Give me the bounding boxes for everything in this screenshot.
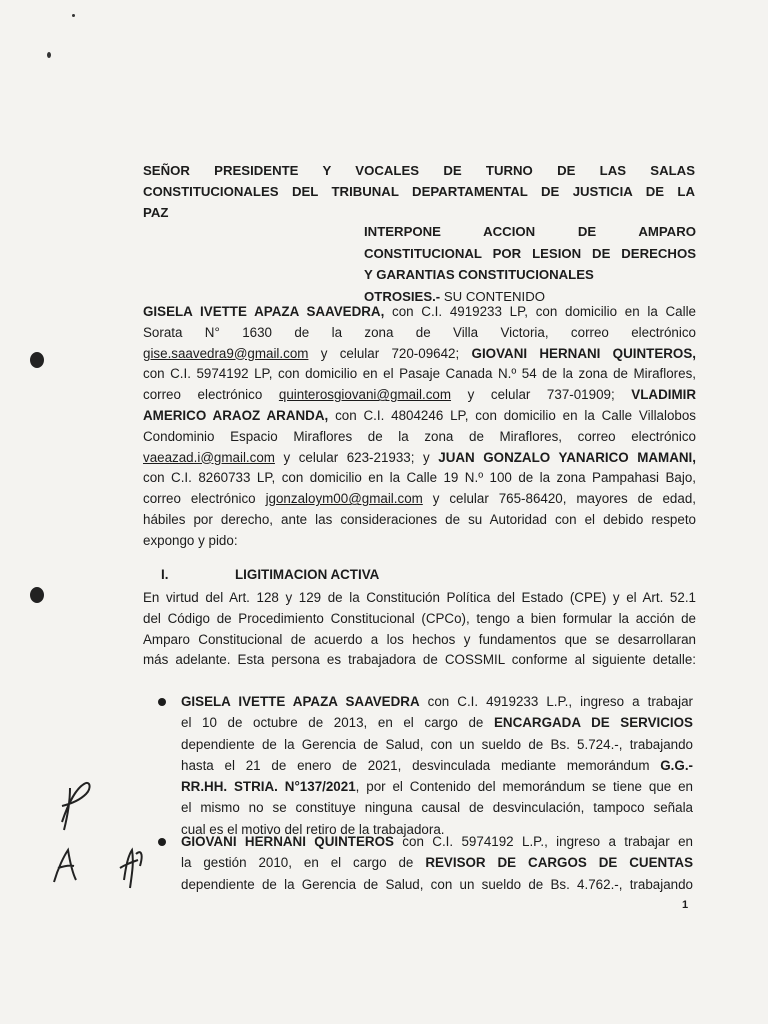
text-line: el mismo no se constituye ninguna causal de desvinculación, tampoco señala [181, 800, 693, 816]
summary-otrosies: OTROSIES.- [364, 288, 441, 304]
text-line [181, 831, 693, 852]
party-text: y celular 623-21933; y [274, 449, 439, 465]
worker-position: ENCARGADA DE SERVICIOS [493, 715, 693, 731]
scan-speck [72, 14, 75, 17]
list-item [181, 691, 693, 840]
memo-number: RR.HH. STRIA. N°137/2021 [181, 779, 356, 795]
email-link[interactable]: vaeazad.i@gmail.com [143, 449, 275, 465]
heading-line: CONSTITUCIONALES DEL TRIBUNAL DEPARTAMENTAL DE JUSTICIA DE LA [143, 184, 695, 199]
section-title: LIGITIMACION ACTIVA [235, 567, 380, 582]
parties-paragraph [143, 302, 696, 552]
text-line: dependiente de la Gerencia de Salud, con un sueldo de Bs. 4.762.-, trabajando [181, 876, 693, 892]
party-text: con C.I. 4919233 LP, con domicilio en la Calle [384, 304, 696, 319]
section-paragraph [143, 588, 696, 671]
party-text: y celular 720-09642; [308, 345, 472, 361]
text-line [181, 755, 693, 776]
worker-name: GIOVANI HERNANI QUINTEROS [181, 834, 394, 849]
text-line: hábiles por derecho, ante las consideraciones de su Autoridad con el debido respeto [143, 511, 696, 527]
email-link[interactable]: gise.saavedra9@gmail.com [143, 345, 309, 361]
worker-name: GISELA IVETTE APAZA SAAVEDRA [181, 694, 420, 709]
section-number: I. [161, 567, 169, 582]
summary-line: INTERPONE ACCION DE AMPARO [364, 224, 696, 239]
heading-line: SEÑOR PRESIDENTE Y VOCALES DE TURNO DE LAS SALAS [143, 163, 695, 178]
worker-text: el 10 de octubre de 2013, en el cargo de [181, 715, 494, 731]
text-line [143, 489, 696, 510]
summary-line: Y GARANTIAS CONSTITUCIONALES [364, 267, 594, 282]
text-line: Sorata N° 1630 de la zona de Villa Victoria, correo electrónico [143, 324, 696, 340]
party-text: correo electrónico [143, 491, 266, 507]
scan-speck [47, 52, 51, 58]
text-line [181, 691, 693, 712]
text-line [143, 385, 696, 406]
party-name: GIOVANI HERNANI QUINTEROS, [471, 345, 697, 361]
handwritten-initials-icon [40, 770, 180, 920]
memo-number: G.G.- [660, 757, 693, 773]
punch-hole-mark [30, 587, 44, 603]
text-line [143, 448, 696, 469]
summary-block [364, 221, 696, 307]
worker-text: hasta el 21 de enero de 2021, desvinculada mediante memorándum [181, 757, 661, 773]
party-name: VLADIMIR [631, 387, 696, 403]
text-line: En virtud del Art. 128 y 129 de la Constitución Política del Estado (CPE) y el Art. 52.1 [143, 590, 696, 605]
text-line [181, 776, 693, 797]
text-line: del Código de Procedimiento Constitucional (CPCo), tengo a bien formular la acción de [143, 610, 696, 626]
party-text: y celular 765-86420, mayores de edad, [422, 491, 696, 507]
worker-text: la gestión 2010, en el cargo de [181, 855, 426, 871]
email-link[interactable]: jgonzaloym00@gmail.com [265, 491, 423, 507]
party-name: JUAN GONZALO YANARICO MAMANI, [438, 449, 696, 465]
party-text: y celular 737-01909; [451, 387, 632, 403]
summary-contenido: SU CONTENIDO [440, 288, 545, 304]
text-line [181, 852, 693, 873]
page-number: 1 [682, 899, 689, 911]
party-text: correo electrónico [143, 387, 279, 403]
text-line: expongo y pido: [143, 532, 238, 548]
text-line: Amparo Constitucional de acuerdo a los hechos y fundamentos que se desarrollaran [143, 631, 696, 647]
heading-line: PAZ [143, 205, 169, 220]
punch-hole-mark [30, 352, 44, 368]
text-line: con C.I. 8260733 LP, con domicilio en la Calle 19 N.º 100 de la zona Pampahasi Bajo, [143, 470, 696, 486]
summary-line: CONSTITUCIONAL POR LESION DE DERECHOS [364, 245, 696, 261]
text-line: con C.I. 5974192 LP, con domicilio en el Pasaje Canada N.º 54 de la zona de Miraflores, [143, 366, 696, 382]
worker-text: con C.I. 5974192 L.P., ingreso a trabajar en [393, 834, 693, 849]
worker-text: , por el Contenido del memorándum se tiene que en [355, 779, 693, 795]
text-line [143, 344, 696, 365]
worker-position: REVISOR DE CARGOS DE CUENTAS [425, 855, 693, 871]
text-line: Condominio Espacio Miraflores de la zona de Miraflores, correo electrónico [143, 428, 696, 444]
text-line: dependiente de la Gerencia de Salud, con un sueldo de Bs. 5.724.-, trabajando [181, 736, 693, 752]
text-line: cual es el motivo del retiro de la trabajadora. [181, 821, 445, 837]
party-name: GISELA IVETTE APAZA SAAVEDRA, [143, 304, 385, 319]
text-line: más adelante. Esta persona es trabajadora de COSSMIL conforme al siguiente detalle: [143, 652, 696, 668]
party-text: con C.I. 4804246 LP, con domicilio en la Calle Villalobos [328, 407, 697, 423]
party-name: AMERICO ARAOZ ARANDA, [143, 407, 329, 423]
addressee-heading [143, 160, 695, 223]
email-link[interactable]: quinterosgiovani@gmail.com [278, 387, 452, 403]
list-item [181, 831, 693, 895]
bullet-icon [158, 698, 166, 706]
text-line [181, 712, 693, 733]
text-line [143, 302, 696, 323]
worker-text: con C.I. 4919233 L.P., ingreso a trabajar [419, 694, 693, 709]
text-line [143, 406, 696, 427]
